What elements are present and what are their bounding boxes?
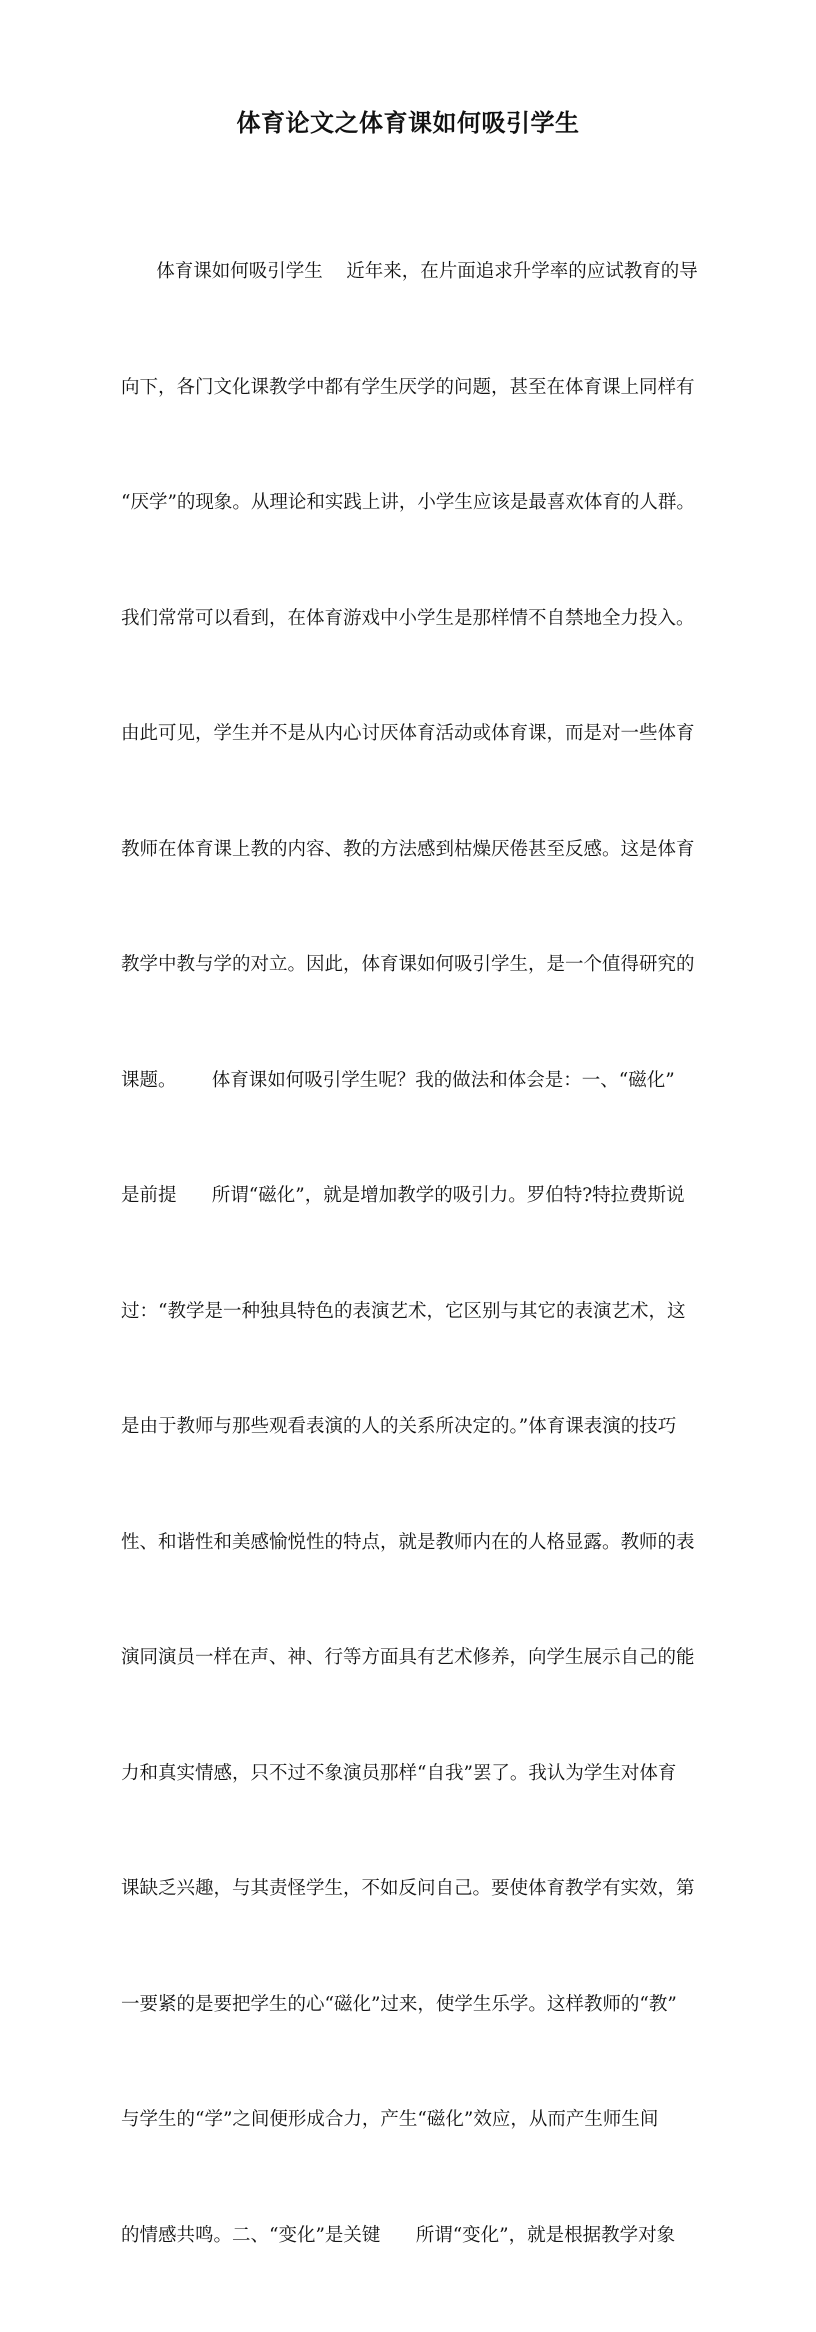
- body-line-1: 体育课如何吸引学生 近年来，在片面追求升学率的应试教育的导: [121, 261, 698, 282]
- body-line-10: 过：“教学是一种独具特色的表演艺术，它区别与其它的表演艺术，这: [121, 1300, 686, 1322]
- document-body: [121, 176, 701, 2332]
- body-line-16: 一要紧的是要把学生的心“磁化”过来，使学生乐学。这样教师的“教”: [121, 1993, 677, 2015]
- body-line-14: 力和真实情感，只不过不象演员那样“自我”罢了。我认为学生对体育: [121, 1762, 677, 1784]
- body-line-17: 与学生的“学”之间便形成合力，产生“磁化”效应，从而产生师生间: [121, 2109, 659, 2130]
- body-line-3: “厌学”的现象。从理论和实践上讲，小学生应该是最喜欢体育的人群。: [121, 492, 695, 513]
- body-line-4: 我们常常可以看到，在体育游戏中小学生是那样情不自禁地全力投入。: [121, 607, 695, 629]
- body-line-12: 性、和谐性和美感愉悦性的特点，就是教师内在的人格显露。教师的表: [121, 1531, 695, 1553]
- document-title: 体育论文之体育课如何吸引学生: [236, 108, 580, 137]
- body-line-11: 是由于教师与那些观看表演的人的关系所决定的。”体育课表演的技巧: [121, 1416, 677, 1437]
- body-line-18: 的情感共鸣。二、“变化”是关键 所谓“变化”，就是根据教学对象: [121, 2224, 676, 2246]
- body-line-2: 向下，各门文化课教学中都有学生厌学的问题，甚至在体育课上同样有: [121, 376, 695, 398]
- body-line-6: 教师在体育课上教的内容、教的方法感到枯燥厌倦甚至反感。这是体育: [121, 838, 695, 860]
- body-line-15: 课缺乏兴趣，与其责怪学生，不如反问自己。要使体育教学有实效，第: [121, 1878, 695, 1899]
- body-line-9: 是前提 所谓“磁化”，就是增加教学的吸引力。罗伯特?特拉费斯说: [121, 1185, 685, 1206]
- body-line-5: 由此可见，学生并不是从内心讨厌体育活动或体育课，而是对一些体育: [121, 723, 695, 744]
- body-line-7: 教学中教与学的对立。因此，体育课如何吸引学生，是一个值得研究的: [121, 954, 695, 975]
- body-line-13: 演同演员一样在声、神、行等方面具有艺术修养，向学生展示自己的能: [121, 1647, 695, 1668]
- body-line-8: 课题。 体育课如何吸引学生呢？我的做法和体会是：一、“磁化”: [121, 1069, 675, 1091]
